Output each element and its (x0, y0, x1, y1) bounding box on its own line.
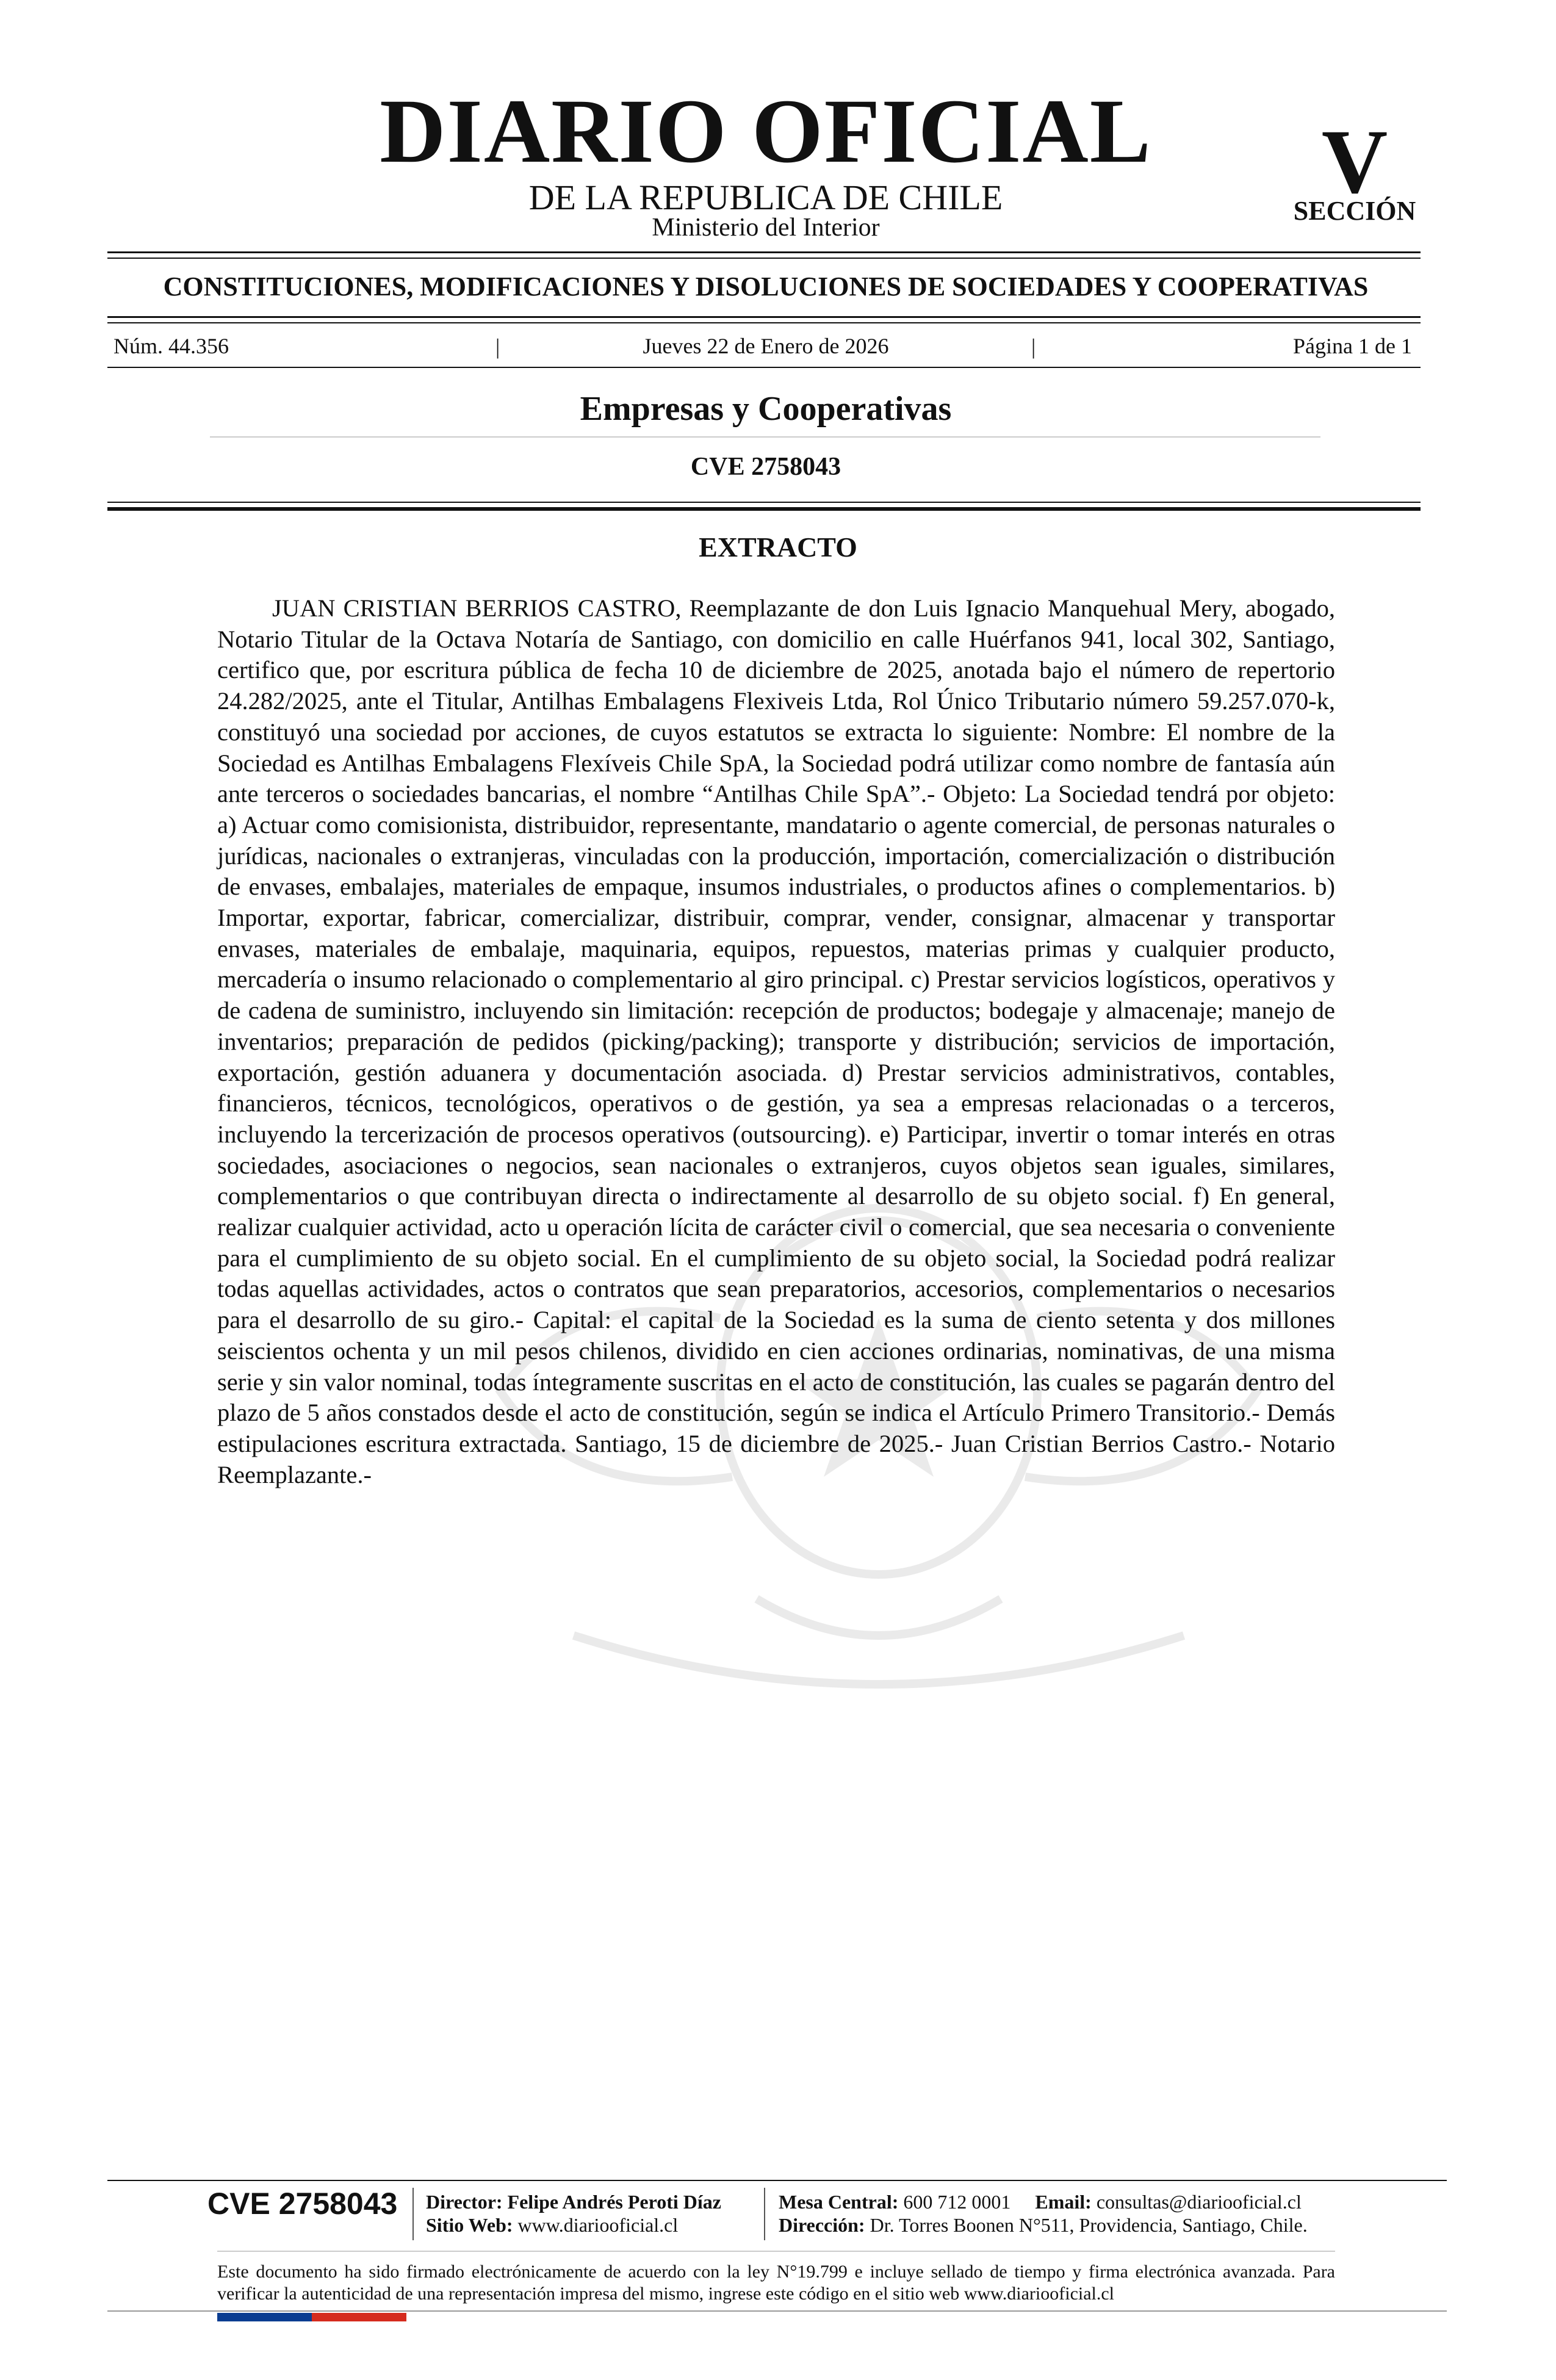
section-letter: V (1321, 111, 1388, 212)
flag-stripe-red (312, 2313, 406, 2321)
site-label: Sitio Web: (426, 2214, 513, 2236)
category-rule (210, 436, 1320, 438)
footer-contact-block (779, 2190, 1308, 2237)
issue-number: Núm. 44.356 (113, 334, 229, 358)
footer-rule-top (107, 2180, 1447, 2181)
masthead-ministry: Ministerio del Interior (652, 214, 880, 242)
meta-separator-left: | (495, 334, 500, 359)
footer-divider-1 (412, 2188, 414, 2240)
section-banner: CONSTITUCIONES, MODIFICACIONES Y DISOLUCIONES DE SOCIEDADES Y COOPERATIVAS (163, 272, 1369, 301)
footer-cve-code: CVE 2758043 (207, 2187, 398, 2221)
footer-rule-middle (217, 2251, 1335, 2252)
site-url[interactable]: www.diariooficial.cl (517, 2214, 679, 2236)
address-value: Dr. Torres Boonen N°511, Providencia, Santiago, Chile. (870, 2214, 1308, 2236)
page-count: Página 1 de 1 (1293, 334, 1412, 358)
meta-separator-right: | (1031, 334, 1036, 359)
masthead-rule-top (107, 251, 1421, 253)
cve-code: CVE 2758043 (690, 453, 841, 481)
footer-divider-2 (764, 2188, 765, 2240)
desk-phone: 600 712 0001 (903, 2191, 1011, 2213)
email-label: Email: (1035, 2191, 1092, 2213)
category-title: Empresas y Cooperativas (580, 390, 952, 428)
footer-rule-bottom (107, 2310, 1447, 2312)
section-word: SECCIÓN (1293, 196, 1416, 226)
desk-label: Mesa Central: (779, 2191, 899, 2213)
masthead-title: DIARIO OFICIAL (380, 81, 1152, 182)
masthead-rule-second (107, 258, 1421, 259)
meta-rule (107, 367, 1421, 368)
director-name: Felipe Andrés Peroti Díaz (507, 2191, 721, 2213)
address-label: Dirección: (779, 2214, 865, 2236)
issue-date: Jueves 22 de Enero de 2026 (643, 334, 889, 358)
signature-note: Este documento ha sido firmado electrónicamente de acuerdo con la ley N°19.799 e incluye sellado de tiempo y firma electrónica avanzada. Para verificar la autenticidad de una representación impresa del mismo, ingrese este código en el sitio web www.diariooficial.cl (217, 2262, 1335, 2304)
document-body: JUAN CRISTIAN BERRIOS CASTRO, Reemplazante de don Luis Ignacio Manquehual Mery, abogado, Notario Titular de la Octava Notaría de Santiago, con domicilio en calle Huérfanos 941, local 302, Santiago, certifico que, por escritura pública de fecha 10 de diciembre de 2025, anotada bajo el número de repertorio 24.282/2025, ante el Titular, Antilhas Embalagens Flexiveis Ltda, Rol Único Tributario número 59.257.070-k, constituyó una sociedad por acciones, de cuyos estatutos se extracta lo siguiente: Nombre: El nombre de la Sociedad es Antilhas Embalagens Flexíveis Chile SpA, la Sociedad podrá utilizar como nombre de fantasía aún ante terceros o sociedades bancarias, el nombre “Antilhas Chile SpA”.- Objeto: La Sociedad tendrá por objeto: a) Actuar como comisionista, distribuidor, representante, mandatario o agente comercial, de personas naturales o jurídicas, nacionales o extranjeras, vinculadas con la producción, importación, comercialización o distribución de envases, embalajes, materiales de empaque, insumos industriales, o productos afines o complementarios. b) Importar, exportar, fabricar, comercializar, distribuir, comprar, vender, consignar, almacenar y transportar envases, materiales de embalaje, maquinaria, equipos, repuestos, materias primas y cualquier producto, mercadería o insumo relacionado o complementario al giro principal. c) Prestar servicios logísticos, operativos y de cadena de suministro, incluyendo sin limitación: recepción de productos; bodegaje y almacenaje; manejo de inventarios; preparación de pedidos (picking/packing); transporte y distribución; servicios de importación, exportación, gestión aduanera y documentación asociada. d) Prestar servicios administrativos, contables, financieros, técnicos, tecnológicos, operativos o de gestión, ya sea a empresas relacionadas o a terceros, incluyendo la tercerización de procesos operativos (outsourcing). e) Participar, invertir o tomar interés en otras sociedades, asociaciones o negocios, sean nacionales o extranjeros, cuyos objetos sean iguales, similares, complementarios o que contribuyan directa o indirectamente al desarrollo de su objeto social. f) En general, realizar cualquier actividad, acto u operación lícita de carácter civil o comercial, que sea necesaria o conveniente para el cumplimiento de su objeto social. En el cumplimiento de su objeto social, la Sociedad podrá realizar todas aquellas actividades, actos o contratos que sean preparatorios, accesorios, complementarios o necesarios para el desarrollo de su giro.- Capital: el capital de la Sociedad es la suma de ciento setenta y dos millones seiscientos ochenta y un mil pesos chilenos, dividido en cien acciones ordinarias, nominativas, de una misma serie y sin valor nominal, todas íntegramente suscritas en el acto de constitución, las cuales se pagarán dentro del plazo de 5 años constados desde el acto de constitución, según se indica el Artículo Primero Transitorio.- Demás estipulaciones escritura extractada. Santiago, 15 de diciembre de 2025.- Juan Cristian Berrios Castro.- Notario Reemplazante.- (217, 594, 1335, 1488)
header-rule-2 (107, 507, 1421, 511)
banner-rule-bottom (107, 316, 1421, 318)
footer-director-block (426, 2190, 721, 2237)
flag-stripe-blue (217, 2313, 312, 2321)
masthead-subtitle: DE LA REPUBLICA DE CHILE (528, 178, 1003, 217)
banner-rule-bottom-second (107, 322, 1421, 323)
email-address[interactable]: consultas@diariooficial.cl (1096, 2191, 1302, 2213)
header-rule-1 (107, 502, 1421, 503)
director-label: Director: (426, 2191, 503, 2213)
document-heading: EXTRACTO (699, 532, 857, 563)
